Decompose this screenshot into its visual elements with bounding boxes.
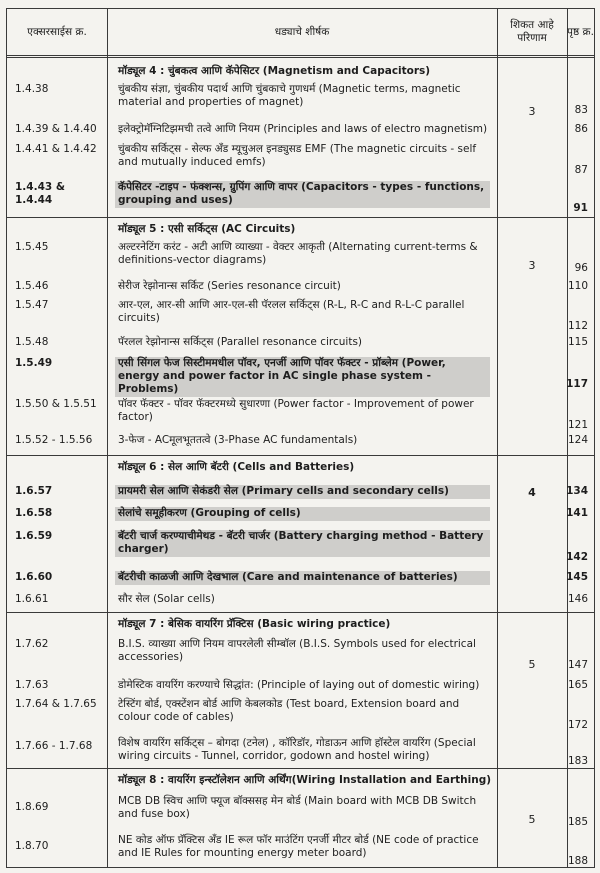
page-number: 141 [566,507,588,519]
exercise-number: 1.8.70 [15,840,49,852]
page-number: 185 [567,816,588,828]
module-heading: मॉड्यूल 8 : वायरिंग इन्स्टॉलेशन आणि अर्थिंग(Wiring Installation and Earthing) [118,774,492,786]
lesson-title: इलेक्ट्रोमॅग्निटिझमची तत्वे आणि नियम (Principles and laws of electro magnetism) [118,123,488,135]
lesson-title: डोमेस्टिक वायरिंग करण्याचे सिद्धांत: (Principle of laying out of domestic wiring) [118,679,480,691]
module-divider [7,612,594,613]
page-number: 165 [567,679,588,691]
module-heading: मॉड्यूल 5 : एसी सर्किट्स (AC Circuits) [118,223,296,235]
lesson-title: पॉवर फॅक्टर - पॉवर फॅक्टरमध्ये सुधारणा (Power factor - Improvement of power factor) [118,398,474,423]
header-page-no: पृष्ठ क्र. [567,25,594,38]
exercise-number: 1.4.38 [15,83,49,95]
lesson-title: बॅटरीची काळजी आणि देखभाल (Care and maintenance of batteries) [115,571,490,585]
page-number: 183 [567,755,588,767]
lesson-title: आर-एल, आर-सी आणि आर-एल-सी पॅरलल सर्किट्स (R-L, R-C and R-L-C parallel circuits) [118,299,465,324]
page-number: 91 [573,202,588,214]
exercise-number: 1.5.45 [15,241,49,253]
exercise-number: 1.5.52 - 1.5.56 [15,434,93,446]
page-number: 83 [574,104,588,116]
header-title: धड्याचे शीर्षक [274,25,330,38]
col-divider [497,9,498,867]
exercise-number: 1.6.57 [15,485,53,497]
lesson-title: प्रायमरी सेल आणि सेकंडरी सेल (Primary cells and secondary cells) [115,485,490,499]
page-number: 145 [566,571,588,583]
page-number: 121 [567,419,588,431]
exercise-number: 1.4.43 & 1.4.44 [15,181,66,206]
contents-table [6,8,595,868]
learning-outcome: 3 [528,105,536,118]
learning-outcome: 5 [528,813,536,826]
lesson-title: B.I.S. व्याख्या आणि नियम वापरलेली सीम्बॉल (B.I.S. Symbols used for electrical accessories) [118,638,476,663]
lesson-title: विशेष वायरिंग सर्किट्स – बोगदा (टनेल) , कॉरिडॉर, गोडाऊन आणि हॉस्टेल वायरिंग (Special wiring circuits - Tunnel, corridor, godown and hostel wiring) [118,737,476,762]
page-number: 172 [567,719,588,731]
exercise-number: 1.5.47 [15,299,49,311]
page-number: 124 [567,434,588,446]
learning-outcome: 3 [528,259,536,272]
page-number: 115 [567,336,588,348]
lesson-title: सेरीज रेझोनान्स सर्किट (Series resonance circuit) [118,280,341,292]
lesson-title: चुंबकीय संज्ञा, चुंबकीय पदार्थ आणि चुंबकाचे गुणधर्म (Magnetic terms, magnetic material and properties of magnet) [118,83,461,108]
lesson-title: 3-फेज - ACमूलभूततत्वे (3-Phase AC fundamentals) [118,434,358,446]
col-divider [107,9,108,867]
exercise-number: 1.8.69 [15,801,49,813]
header-exercise-no: एक्सरसाईस क्र. [27,25,87,38]
lesson-title: बॅटरी चार्ज करण्याचीमेथड - बॅटरी चार्जर (Battery charging method - Battery charger) [115,530,490,557]
exercise-number: 1.7.62 [15,638,49,650]
lesson-title: अल्टरनेटिंग करंट - अटी आणि व्याख्या - वेक्टर आकृती (Alternating current-terms & definitions-vector diagrams) [118,241,478,266]
exercise-number: 1.7.64 & 1.7.65 [15,698,97,710]
module-divider [7,455,594,456]
lesson-title: एसी सिंगल फेज सिस्टीममधील पॉवर, एनर्जी आणि पॉवर फॅक्टर - प्रॉब्लेम (Power, energy and power factor in AC single phase system - Problems) [115,357,490,397]
page-number: 112 [567,320,588,332]
module-divider [7,768,594,769]
header-learning-outcome: शिकत आहे परिणाम [510,19,554,44]
page-number: 146 [567,593,588,605]
exercise-number: 1.7.66 - 1.7.68 [15,740,93,752]
page-number: 96 [574,262,588,274]
exercise-number: 1.6.58 [15,507,53,519]
page-number: 134 [566,485,588,497]
exercise-number: 1.6.60 [15,571,53,583]
page-number: 188 [567,855,588,867]
lesson-title: सेलांचे समूहीकरण (Grouping of cells) [115,507,490,521]
page-number: 147 [567,659,588,671]
header-divider [7,55,594,58]
exercise-number: 1.5.48 [15,336,49,348]
page-number: 117 [566,378,588,390]
module-divider [7,217,594,218]
lesson-title: MCB DB स्विच आणि फ्यूज बॉक्ससह मेन बोर्ड (Main board with MCB DB Switch and fuse box) [118,795,477,820]
learning-outcome: 5 [528,658,536,671]
lesson-title: टेस्टिंग बोर्ड, एक्स्टेंशन बोर्ड आणि केबलकोड (Test board, Extension board and colour code of cables) [118,698,460,723]
page-number: 110 [567,280,588,292]
module-heading: मॉड्यूल 6 : सेल आणि बॅटरी (Cells and Batteries) [118,461,355,473]
lesson-title: कॅपेसिटर -टाइप - फंक्शन्स, ग्रुपिंग आणि वापर (Capacitors - types - functions, grouping and uses) [115,181,490,208]
lesson-title: पॅरलल रेझोनान्स सर्किट्स (Parallel resonance circuits) [118,336,363,348]
exercise-number: 1.6.59 [15,530,53,542]
exercise-number: 1.4.39 & 1.4.40 [15,123,97,135]
page-number: 87 [574,164,588,176]
exercise-number: 1.4.41 & 1.4.42 [15,143,97,155]
page-number: 86 [574,123,588,135]
learning-outcome: 4 [528,486,536,499]
lesson-title: सौर सेल (Solar cells) [118,593,215,605]
exercise-number: 1.6.61 [15,593,49,605]
exercise-number: 1.5.50 & 1.5.51 [15,398,97,410]
lesson-title: NE कोड ऑफ प्रॅक्टिस ॲंड IE रूल फॉर माउंटिंग एनर्जी मीटर बोर्ड (NE code of practice and IE Rules for mounting energy meter board) [118,834,479,859]
lesson-title: चुंबकीय सर्किट्स - सेल्फ अँड म्यूचुअल इनड्युसड EMF (The magnetic circuits - self and mutually induced emfs) [118,143,477,168]
exercise-number: 1.5.49 [15,357,53,369]
exercise-number: 1.7.63 [15,679,49,691]
module-heading: मॉड्यूल 4 : चुंबकत्व आणि कॅपेसिटर (Magnetism and Capacitors) [118,65,431,77]
exercise-number: 1.5.46 [15,280,49,292]
page-number: 142 [566,551,588,563]
module-heading: मॉड्यूल 7 : बेसिक वायरिंग प्रॅक्टिस (Basic wiring practice) [118,618,391,630]
